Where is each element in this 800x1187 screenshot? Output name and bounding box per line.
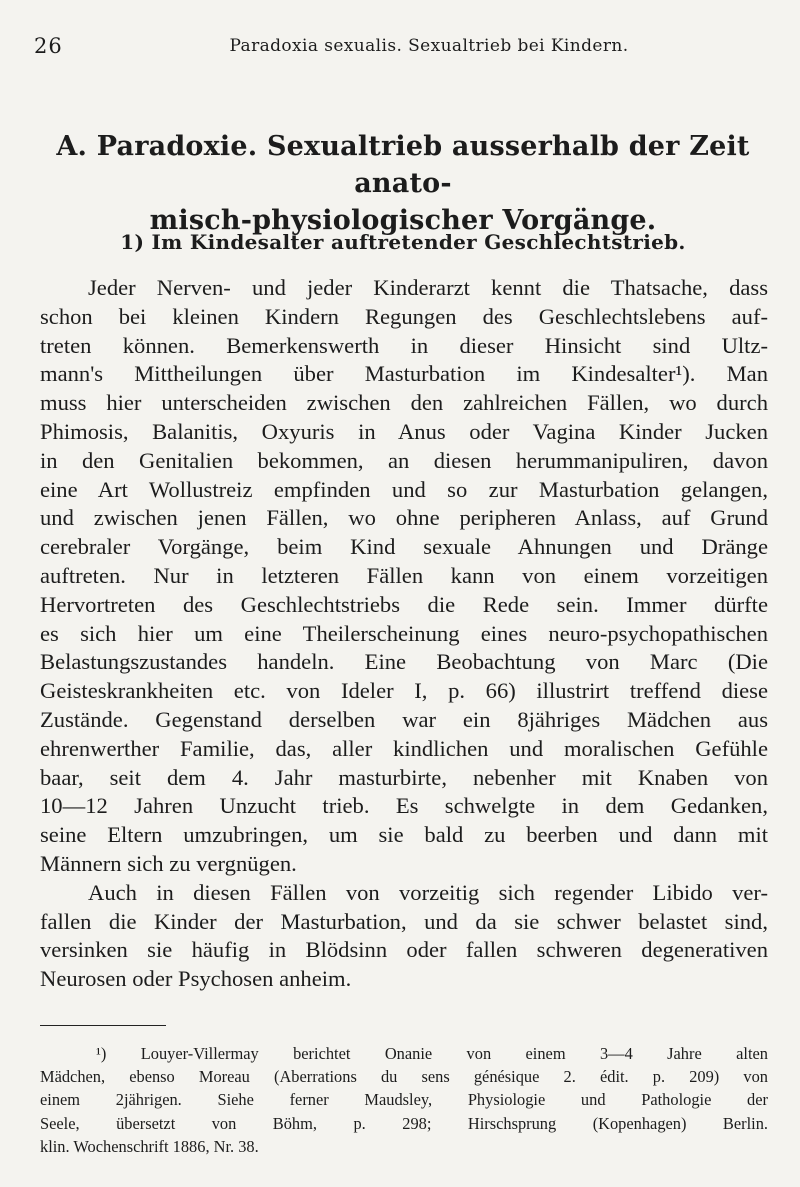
footnote-line: ¹) Louyer-Villermay berichtet Onanie von einem 3—4 Jahre alten	[96, 1044, 768, 1063]
footnote-line: Mädchen, ebenso Moreau (Aberrations du sens génésique 2. édit. p. 209) von	[40, 1067, 768, 1087]
text-line: Hervortreten des Geschlechtstriebs die Rede sein. Immer dürfte	[40, 591, 768, 617]
text-line: versinken sie häufig in Blödsinn oder fallen schweren degenerativen	[40, 937, 768, 963]
footnote-line: klin. Wochenschrift 1886, Nr. 38.	[40, 1136, 259, 1156]
text-line: Geisteskrankheiten etc. von Ideler I, p. 66) illustrirt treffend diese	[40, 678, 768, 704]
text-line: Phimosis, Balanitis, Oxyuris in Anus oder Vagina Kinder Jucken	[40, 418, 768, 444]
text-line: in den Genitalien bekommen, an diesen herummanipuliren, davon	[40, 447, 768, 473]
chapter-heading-line: A. Paradoxie. Sexualtrieb ausserhalb der Zeit anato-	[56, 131, 750, 199]
text-line: muss hier unterscheiden zwischen den zahlreichen Fällen, wo durch	[40, 390, 768, 416]
text-line: Auch in diesen Fällen von vorzeitig sich regender Libido ver-	[88, 879, 768, 905]
chapter-heading-line: misch-physiologischer Vorgänge.	[149, 205, 657, 236]
footnote-line: einem 2jährigen. Siehe ferner Maudsley, Physiologie und Pathologie der	[40, 1090, 768, 1110]
text-line: schon bei kleinen Kindern Regungen des Geschlechtslebens auf-	[40, 303, 768, 329]
footnote	[40, 1042, 768, 1158]
text-line: fallen die Kinder der Masturbation, und da sie schwer belastet sind,	[40, 908, 768, 934]
text-line: Jeder Nerven- und jeder Kinderarzt kennt die Thatsache, dass	[88, 275, 768, 300]
page-number: 26	[34, 34, 63, 58]
text-line: und zwischen jenen Fällen, wo ohne peripheren Anlass, auf Grund	[40, 505, 768, 531]
text-line: treten können. Bemerkenswerth in dieser Hinsicht sind Ultz-	[40, 332, 768, 358]
footnote-rule	[40, 1025, 166, 1026]
text-line: auftreten. Nur in letzteren Fällen kann von einem vorzeitigen	[40, 562, 768, 588]
text-line: Belastungszustandes handeln. Eine Beobachtung von Marc (Die	[40, 649, 768, 675]
text-line: seine Eltern umzubringen, um sie bald zu beerben und dann mit	[40, 822, 768, 848]
section-heading: 1) Im Kindesalter auftretender Geschlechtstrieb.	[120, 230, 686, 254]
running-head	[34, 34, 770, 58]
text-line: baar, seit dem 4. Jahr masturbirte, nebenher mit Knaben von	[40, 764, 768, 790]
text-line: cerebraler Vorgänge, beim Kind sexuale Ahnungen und Dränge	[40, 534, 768, 560]
text-line: Männern sich zu vergnügen.	[40, 850, 297, 876]
text-line: 10—12 Jahren Unzucht trieb. Es schwelgte in dem Gedanken,	[40, 793, 768, 819]
running-title: Paradoxia sexualis. Sexualtrieb bei Kindern.	[229, 36, 629, 56]
footnote-line: Seele, übersetzt von Böhm, p. 298; Hirschsprung (Kopenhagen) Berlin.	[40, 1113, 768, 1133]
text-line: ehrenwerther Familie, das, aller kindlichen und moralischen Gefühle	[40, 735, 768, 761]
text-line: mann's Mittheilungen über Masturbation im Kindesalter¹). Man	[40, 361, 768, 387]
body-text	[40, 274, 768, 994]
text-line: Neurosen oder Psychosen anheim.	[40, 966, 352, 992]
text-line: Zustände. Gegenstand derselben war ein 8jähriges Mädchen aus	[40, 706, 768, 732]
text-line: eine Art Wollustreiz empfinden und so zur Masturbation gelangen,	[40, 476, 768, 502]
chapter-heading	[36, 128, 770, 239]
text-line: es sich hier um eine Theilerscheinung eines neuro-psychopathischen	[40, 620, 768, 646]
